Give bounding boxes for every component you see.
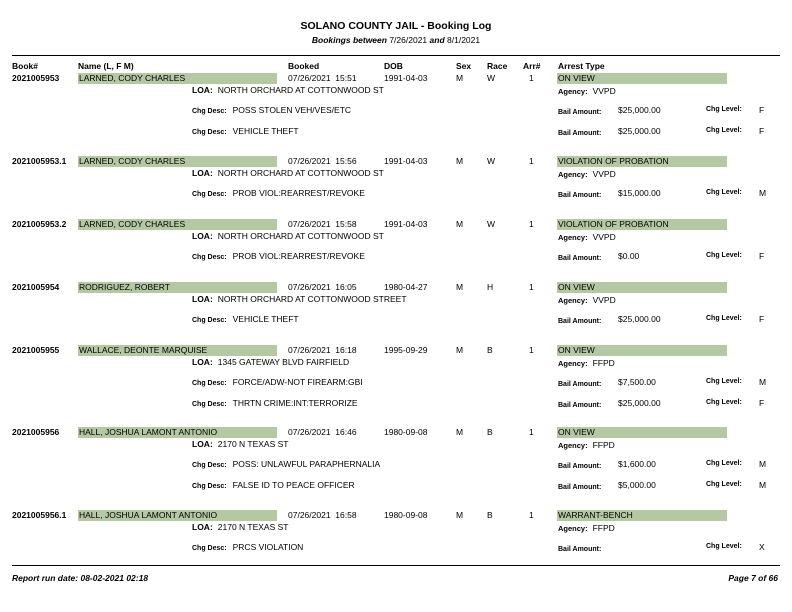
dob: 1991-04-03	[384, 156, 428, 166]
charge-description	[192, 251, 365, 261]
chg-desc-label: Chg Desc:	[192, 462, 227, 469]
arrest-type: VIOLATION OF PROBATION	[557, 219, 727, 230]
booked-date: 07/26/2021	[288, 73, 331, 83]
bail-label-text: Bail Amount:	[558, 109, 602, 116]
inmate-name: HALL, JOSHUA LAMONT ANTONIO	[78, 427, 277, 438]
agency	[558, 86, 616, 96]
booked-time: 16:18	[335, 345, 357, 355]
book-number: 2021005953	[12, 73, 60, 83]
book-number: 2021005953.1	[12, 156, 67, 166]
charge-level-value: M	[759, 377, 767, 387]
charge-level-label: Chg Level:	[706, 481, 742, 488]
chg-desc-label: Chg Desc:	[192, 108, 227, 115]
bail-label-text: Bail Amount:	[558, 463, 602, 470]
agency-label: Agency:	[558, 441, 588, 450]
loa-value: NORTH ORCHARD AT COTTONWOOD ST	[217, 168, 384, 178]
inmate-name: LARNED, CODY CHARLES	[78, 73, 277, 84]
race: W	[487, 156, 496, 166]
sex: M	[456, 510, 464, 520]
arrest-type: ON VIEW	[557, 73, 727, 84]
header-rule-top	[12, 55, 780, 56]
and-label: and	[429, 35, 445, 45]
chg-desc-label: Chg Desc:	[192, 380, 227, 387]
bail-amount-label	[558, 127, 601, 137]
chg-desc-label: Chg Desc:	[192, 129, 227, 136]
charge-description	[192, 188, 365, 198]
arrest-number: 1	[529, 156, 534, 166]
dob: 1995-09-29	[384, 345, 428, 355]
bail-amount-value: $1,600.00	[618, 459, 656, 469]
booked-time: 15:58	[335, 219, 357, 229]
bail-amount-label	[558, 315, 601, 325]
charge-level-label: Chg Level:	[706, 106, 742, 113]
col-header-arr: Arr#	[523, 61, 541, 71]
chg-desc-value: FALSE ID TO PEACE OFFICER	[232, 480, 355, 490]
booked-time: 16:05	[335, 282, 357, 292]
bail-amount-label	[558, 252, 601, 262]
booking-record	[0, 345, 792, 425]
agency-label: Agency:	[558, 233, 588, 242]
location-of-arrest	[192, 522, 289, 532]
chg-desc-label: Chg Desc:	[192, 254, 227, 261]
race: H	[487, 282, 494, 292]
loa-value: NORTH ORCHARD AT COTTONWOOD ST	[217, 85, 384, 95]
loa-label: LOA:	[192, 357, 213, 367]
charge-level-value: F	[759, 105, 765, 115]
charge-description	[192, 398, 358, 408]
agency-value: VVPD	[592, 295, 616, 305]
booked-date: 07/26/2021	[288, 427, 331, 437]
charge-level-label: Chg Level:	[706, 189, 742, 196]
chg-desc-label: Chg Desc:	[192, 401, 227, 408]
sex: M	[456, 345, 464, 355]
chg-desc-label: Chg Desc:	[192, 483, 227, 490]
charge-description	[192, 126, 299, 136]
agency-value: VVPD	[592, 169, 616, 179]
bail-amount-label	[558, 399, 601, 409]
booked-datetime	[288, 73, 357, 83]
charge-description	[192, 314, 299, 324]
booked-date: 07/26/2021	[288, 510, 331, 520]
bail-amount-label	[558, 543, 601, 553]
book-number: 2021005954	[12, 282, 60, 292]
dob: 1980-09-08	[384, 510, 428, 520]
agency	[558, 523, 615, 533]
location-of-arrest	[192, 231, 384, 241]
charge-description	[192, 105, 351, 115]
date-to: 8/1/2021	[447, 35, 481, 45]
loa-label: LOA:	[192, 168, 213, 178]
agency-label: Agency:	[558, 359, 588, 368]
loa-value: 2170 N TEXAS ST	[217, 439, 289, 449]
loa-value: 1345 GATEWAY BLVD FAIRFIELD	[217, 357, 350, 367]
inmate-name: RODRIGUEZ, ROBERT	[78, 282, 277, 293]
book-number: 2021005956	[12, 427, 60, 437]
dob: 1991-04-03	[384, 219, 428, 229]
booked-datetime	[288, 345, 357, 355]
chg-desc-value: POSS STOLEN VEH/VES/ETC	[232, 105, 352, 115]
footer-rule	[12, 565, 780, 566]
booked-time: 15:51	[335, 73, 357, 83]
charge-level-value: F	[759, 314, 765, 324]
loa-value: 2170 N TEXAS ST	[217, 522, 289, 532]
agency-label: Agency:	[558, 296, 588, 305]
agency-value: FFPD	[592, 358, 615, 368]
bail-label-text: Bail Amount:	[558, 381, 602, 388]
chg-desc-value: VEHICLE THEFT	[232, 126, 299, 136]
chg-desc-value: FORCE/ADW-NOT FIREARM:GBI	[232, 377, 363, 387]
agency	[558, 440, 615, 450]
agency-label: Agency:	[558, 524, 588, 533]
booked-datetime	[288, 219, 357, 229]
agency	[558, 169, 616, 179]
bail-label-text: Bail Amount:	[558, 192, 602, 199]
bail-amount-value: $15,000.00	[618, 188, 661, 198]
sex: M	[456, 282, 464, 292]
booked-time: 16:58	[335, 510, 357, 520]
charge-level-label: Chg Level:	[706, 543, 742, 550]
dob: 1980-04-27	[384, 282, 428, 292]
booked-date: 07/26/2021	[288, 219, 331, 229]
arrest-number: 1	[529, 510, 534, 520]
bail-amount-label	[558, 189, 601, 199]
bail-amount-value: $7,500.00	[618, 377, 656, 387]
booked-datetime	[288, 510, 357, 520]
bail-amount-value: $25,000.00	[618, 314, 661, 324]
chg-desc-value: PRCS VIOLATION	[232, 542, 304, 552]
dob: 1991-04-03	[384, 73, 428, 83]
loa-value: NORTH ORCHARD AT COTTONWOOD ST	[217, 231, 384, 241]
arrest-type: ON VIEW	[557, 345, 727, 356]
location-of-arrest	[192, 85, 384, 95]
location-of-arrest	[192, 357, 349, 367]
charge-level-label: Chg Level:	[706, 127, 742, 134]
arrest-number: 1	[529, 345, 534, 355]
charge-level-value: F	[759, 251, 765, 261]
race: W	[487, 73, 496, 83]
agency-value: FFPD	[592, 440, 615, 450]
col-header-arrest-type: Arrest Type	[558, 61, 605, 71]
charge-level-label: Chg Level:	[706, 315, 742, 322]
race: B	[487, 345, 493, 355]
bail-label-text: Bail Amount:	[558, 546, 602, 553]
booked-date: 07/26/2021	[288, 156, 331, 166]
bail-amount-value: $5,000.00	[618, 480, 656, 490]
bail-label-text: Bail Amount:	[558, 484, 602, 491]
book-number: 2021005956.1	[12, 510, 67, 520]
race: B	[487, 510, 493, 520]
loa-label: LOA:	[192, 522, 213, 532]
booked-datetime	[288, 282, 357, 292]
report-title: SOLANO COUNTY JAIL - Booking Log	[300, 20, 492, 32]
arrest-type: WARRANT-BENCH	[557, 510, 727, 521]
agency-value: VVPD	[592, 232, 616, 242]
agency-value: FFPD	[592, 523, 615, 533]
bail-amount-label	[558, 460, 601, 470]
charge-level-value: X	[759, 542, 765, 552]
bail-amount-value: $25,000.00	[618, 398, 661, 408]
inmate-name: LARNED, CODY CHARLES	[78, 156, 277, 167]
charge-description	[192, 459, 380, 469]
col-header-name: Name (L, F M)	[78, 61, 134, 71]
arrest-number: 1	[529, 282, 534, 292]
inmate-name: WALLACE, DEONTE MARQUISE	[78, 345, 277, 356]
dob: 1980-09-08	[384, 427, 428, 437]
agency	[558, 232, 616, 242]
book-number: 2021005955	[12, 345, 60, 355]
bail-label-text: Bail Amount:	[558, 130, 602, 137]
location-of-arrest	[192, 439, 289, 449]
chg-desc-value: PROB VIOL:REARREST/REVOKE	[232, 251, 365, 261]
col-header-race: Race	[487, 61, 508, 71]
bail-label-text: Bail Amount:	[558, 318, 602, 325]
arrest-number: 1	[529, 73, 534, 83]
bail-amount-value: $25,000.00	[618, 105, 661, 115]
charge-level-value: F	[759, 126, 765, 136]
book-number: 2021005953.2	[12, 219, 67, 229]
booking-record	[0, 73, 792, 153]
agency-label: Agency:	[558, 87, 588, 96]
bail-amount-label	[558, 378, 601, 388]
booked-date: 07/26/2021	[288, 345, 331, 355]
chg-desc-value: VEHICLE THEFT	[232, 314, 299, 324]
chg-desc-label: Chg Desc:	[192, 191, 227, 198]
booking-record	[0, 427, 792, 507]
charge-level-value: F	[759, 398, 765, 408]
booked-datetime	[288, 156, 357, 166]
race: W	[487, 219, 496, 229]
bail-amount-value: $0.00	[618, 251, 640, 261]
col-header-booked: Booked	[288, 61, 320, 71]
charge-level-value: M	[759, 459, 767, 469]
charge-description	[192, 542, 303, 552]
charge-level-label: Chg Level:	[706, 399, 742, 406]
bail-amount-label	[558, 481, 601, 491]
sex: M	[456, 427, 464, 437]
chg-desc-value: THRTN CRIME:INT:TERRORIZE	[232, 398, 358, 408]
report-run-date: Report run date: 08-02-2021 02:18	[12, 573, 149, 583]
sex: M	[456, 73, 464, 83]
loa-label: LOA:	[192, 231, 213, 241]
loa-label: LOA:	[192, 85, 213, 95]
page-number: Page 7 of 66	[728, 573, 778, 583]
chg-desc-value: PROB VIOL:REARREST/REVOKE	[232, 188, 365, 198]
col-header-book: Book#	[12, 61, 38, 71]
charge-level-label: Chg Level:	[706, 460, 742, 467]
agency-value: VVPD	[592, 86, 616, 96]
booked-time: 15:56	[335, 156, 357, 166]
charge-level-label: Chg Level:	[706, 378, 742, 385]
sex: M	[456, 156, 464, 166]
booked-datetime	[288, 427, 357, 437]
arrest-type: ON VIEW	[557, 427, 727, 438]
arrest-type: VIOLATION OF PROBATION	[557, 156, 727, 167]
bail-label-text: Bail Amount:	[558, 402, 602, 409]
arrest-number: 1	[529, 219, 534, 229]
chg-desc-label: Chg Desc:	[192, 545, 227, 552]
charge-level-value: M	[759, 480, 767, 490]
bail-label-text: Bail Amount:	[558, 255, 602, 262]
bail-amount-value: $25,000.00	[618, 126, 661, 136]
arrest-number: 1	[529, 427, 534, 437]
chg-desc-label: Chg Desc:	[192, 317, 227, 324]
charge-description	[192, 377, 363, 387]
inmate-name: LARNED, CODY CHARLES	[78, 219, 277, 230]
col-header-sex: Sex	[456, 61, 472, 71]
sex: M	[456, 219, 464, 229]
location-of-arrest	[192, 294, 407, 304]
col-header-dob: DOB	[384, 61, 403, 71]
bail-amount-label	[558, 106, 601, 116]
loa-label: LOA:	[192, 439, 213, 449]
race: B	[487, 427, 493, 437]
arrest-type: ON VIEW	[557, 282, 727, 293]
agency-label: Agency:	[558, 170, 588, 179]
location-of-arrest	[192, 168, 384, 178]
inmate-name: HALL, JOSHUA LAMONT ANTONIO	[78, 510, 277, 521]
charge-description	[192, 480, 355, 490]
loa-label: LOA:	[192, 294, 213, 304]
report-subtitle	[0, 35, 792, 45]
subtitle-label: Bookings between	[311, 35, 387, 45]
booked-date: 07/26/2021	[288, 282, 331, 292]
loa-value: NORTH ORCHARD AT COTTONWOOD STREET	[217, 294, 407, 304]
agency	[558, 358, 615, 368]
date-from: 7/26/2021	[389, 35, 428, 45]
chg-desc-value: POSS: UNLAWFUL PARAPHERNALIA	[232, 459, 381, 469]
booked-time: 16:46	[335, 427, 357, 437]
agency	[558, 295, 616, 305]
charge-level-label: Chg Level:	[706, 252, 742, 259]
charge-level-value: M	[759, 188, 767, 198]
